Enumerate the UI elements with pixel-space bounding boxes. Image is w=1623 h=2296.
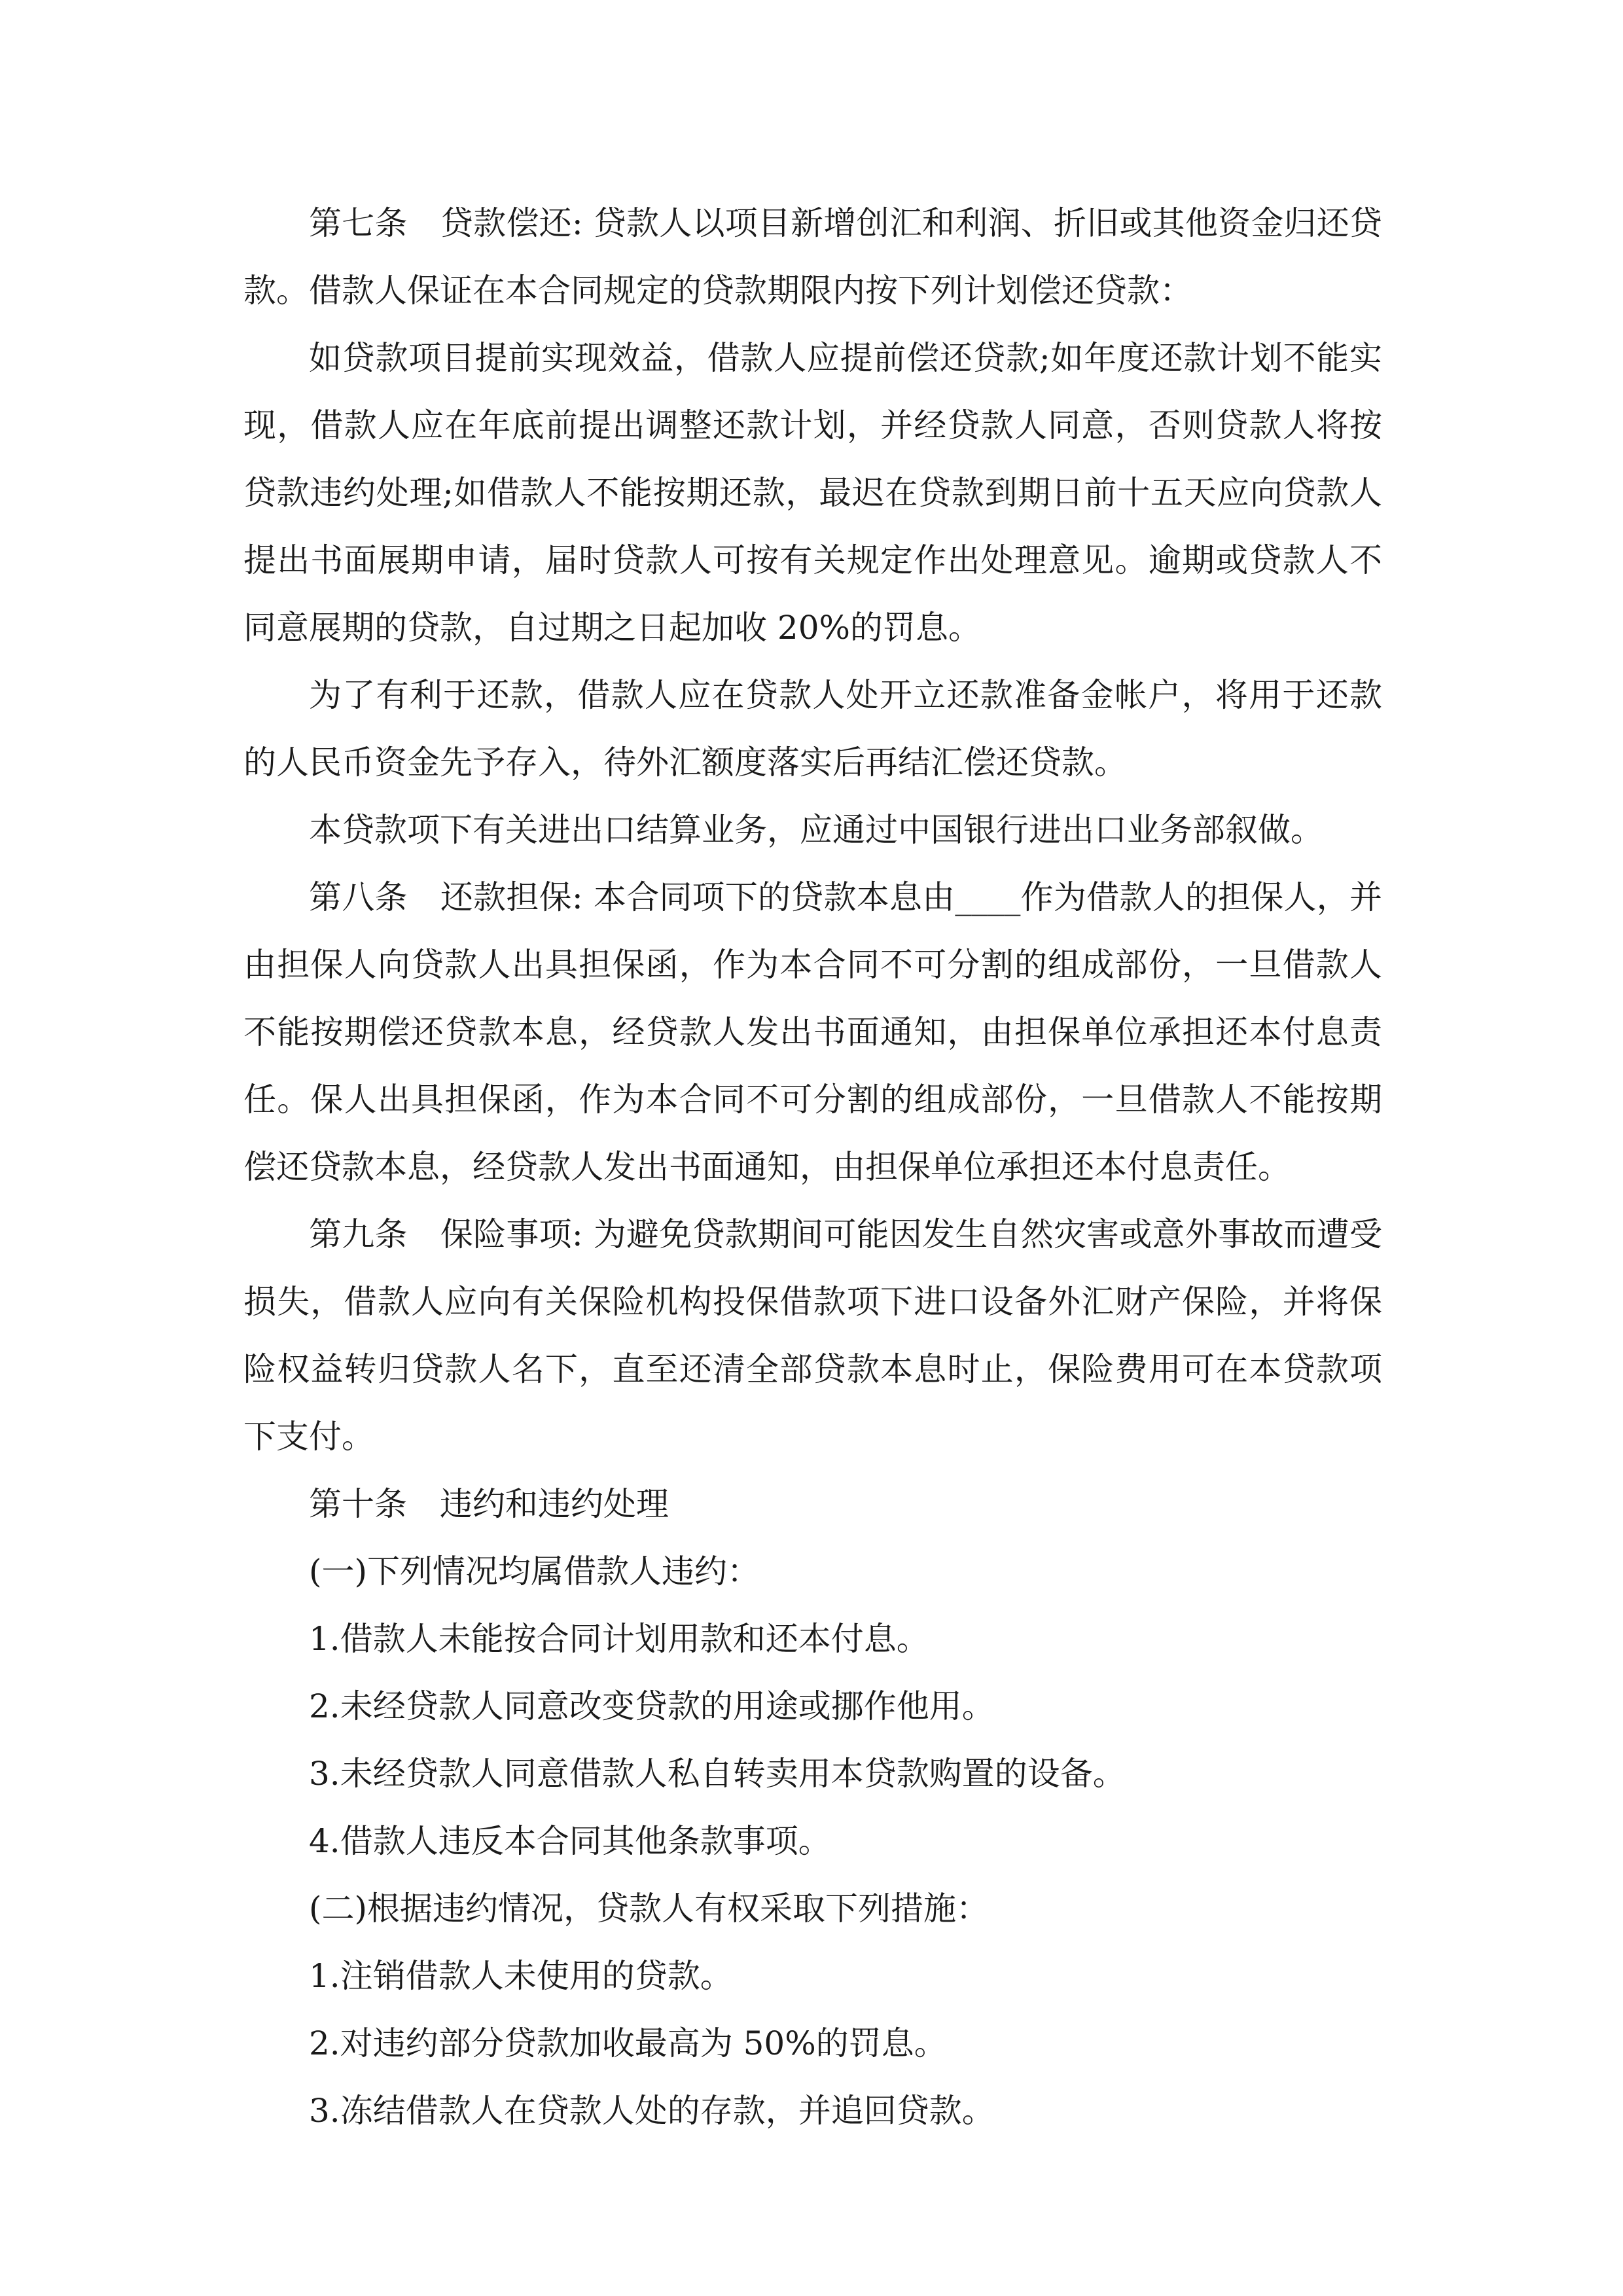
list-item: 2.未经贷款人同意改变贷款的用途或挪作他用。 [309,1687,995,1725]
list-item: 2.对违约部分贷款加收最高为 50%的罚息。 [309,2024,947,2062]
article-9-number: 第九条 [309,1215,408,1253]
article-10 [243,1471,1382,1538]
list-item: 4.借款人违反本合同其他条款事项。 [309,1822,831,1860]
article-8-number: 第八条 [309,878,408,916]
article-7-number: 第七条 [309,204,408,242]
article-8-text: 还款担保: 本合同项下的贷款本息由____作为借款人的担保人，并由担保人向贷款人出具担保函，作为本合同不可分割的组成部份，一旦借款人不能按期偿还贷款本息，经贷款人发出书面通知，由担保单位承担还本付息责任。保人出具担保函，作为本合同不可分割的组成部份，一旦借款人不能按期偿还贷款本息，经贷款人发出书面通知，由担保单位承担还本付息责任。 [243,878,1382,1186]
document-page [243,190,1382,2145]
article-10-text: 违约和违约处理 [440,1485,669,1523]
article-9-text: 保险事项: 为避免贷款期间可能因发生自然灾害或意外事故而遭受损失，借款人应向有关保险机构投保借款项下进口设备外汇财产保险，并将保险权益转归贷款人名下，直至还清全部贷款本息时止，保险费用可在本贷款项下支付。 [243,1215,1382,1456]
list-heading-measures: (二)根据违约情况，贷款人有权采取下列措施： [309,1890,990,1928]
article-7 [243,190,1382,325]
paragraph-reserve-account: 为了有利于还款，借款人应在贷款人处开立还款准备金帐户，将用于还款的人民币资金先予存入，待外汇额度落实后再结汇偿还贷款。 [243,676,1382,781]
article-10-number: 第十条 [309,1485,407,1523]
article-7-text: 贷款偿还: 贷款人以项目新增创汇和利润、折旧或其他资金归还贷款。借款人保证在本合同规定的贷款期限内按下列计划偿还贷款： [243,204,1382,310]
article-8 [243,864,1382,1201]
list-item: 3.冻结借款人在贷款人处的存款，并追回贷款。 [309,2092,995,2130]
paragraph-early-repayment: 如贷款项目提前实现效益，借款人应提前偿还贷款;如年度还款计划不能实现，借款人应在年底前提出调整还款计划，并经贷款人同意，否则贷款人将按贷款违约处理;如借款人不能按期还款，最迟在贷款到期日前十五天应向贷款人提出书面展期申请，届时贷款人可按有关规定作出处理意见。逾期或贷款人不同意展期的贷款，自过期之日起加收 20%的罚息。 [243,339,1382,647]
list-item: 1.注销借款人未使用的贷款。 [309,1957,733,1995]
article-9 [243,1201,1382,1471]
list-heading-breach: (一)下列情况均属借款人违约： [309,1552,760,1590]
paragraph-settlement: 本贷款项下有关进出口结算业务，应通过中国银行进出口业务部叙做。 [309,811,1323,849]
list-item: 3.未经贷款人同意借款人私自转卖用本贷款购置的设备。 [309,1755,1126,1793]
list-item: 1.借款人未能按合同计划用款和还本付息。 [309,1620,929,1658]
